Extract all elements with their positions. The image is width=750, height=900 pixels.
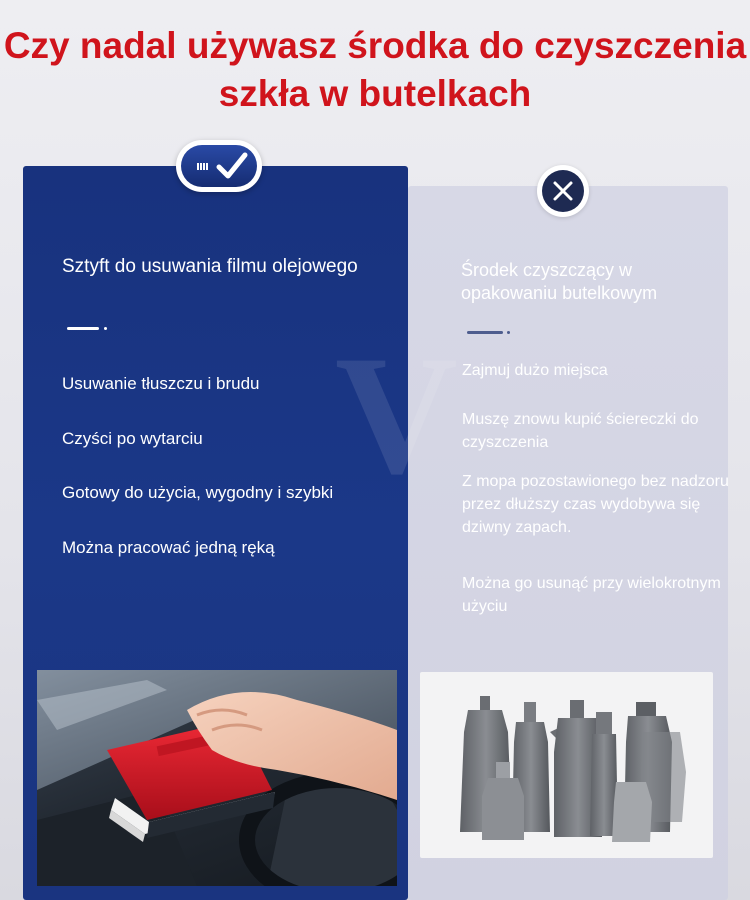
badge-logo-mark: [197, 163, 209, 170]
left-item-one-hand: Można pracować jedną ręką: [62, 538, 275, 557]
left-item-wipe: Czyści po wytarciu: [62, 429, 203, 448]
right-panel-title: Środek czyszczący w opakowaniu butelkowym: [461, 260, 658, 303]
check-badge: [176, 140, 262, 192]
right-divider: [467, 331, 503, 334]
left-item-ready: Gotowy do użycia, wygodny i szybki: [62, 483, 334, 502]
right-item-reuse: Można go usunąć przy wielokrotnym użyciu: [462, 575, 721, 615]
watermark-graphic: V: [335, 321, 458, 509]
page-headline: Czy nadal używasz środka do czyszczenia szkła w butelkach: [3, 25, 747, 114]
left-panel-title: Sztyft do usuwania filmu olejowego: [62, 256, 358, 277]
left-divider: [67, 327, 99, 330]
x-icon: [552, 180, 574, 202]
bottles-photo: [420, 672, 713, 858]
left-divider-dot: [104, 327, 107, 330]
left-item-grease: Usuwanie tłuszczu i brudu: [62, 374, 260, 393]
product-use-photo: [37, 670, 397, 886]
x-badge: [537, 165, 589, 217]
right-item-smell: Z mopa pozostawionego bez nadzoru przez dłuższy czas wydobywa się dziwny zapach.: [462, 473, 729, 536]
check-icon: [215, 150, 249, 182]
right-divider-dot: [507, 331, 510, 334]
right-item-space: Zajmuj dużo miejsca: [462, 362, 608, 379]
right-item-wipes: Muszę znowu kupić ściereczki do czyszczenia: [462, 411, 699, 451]
